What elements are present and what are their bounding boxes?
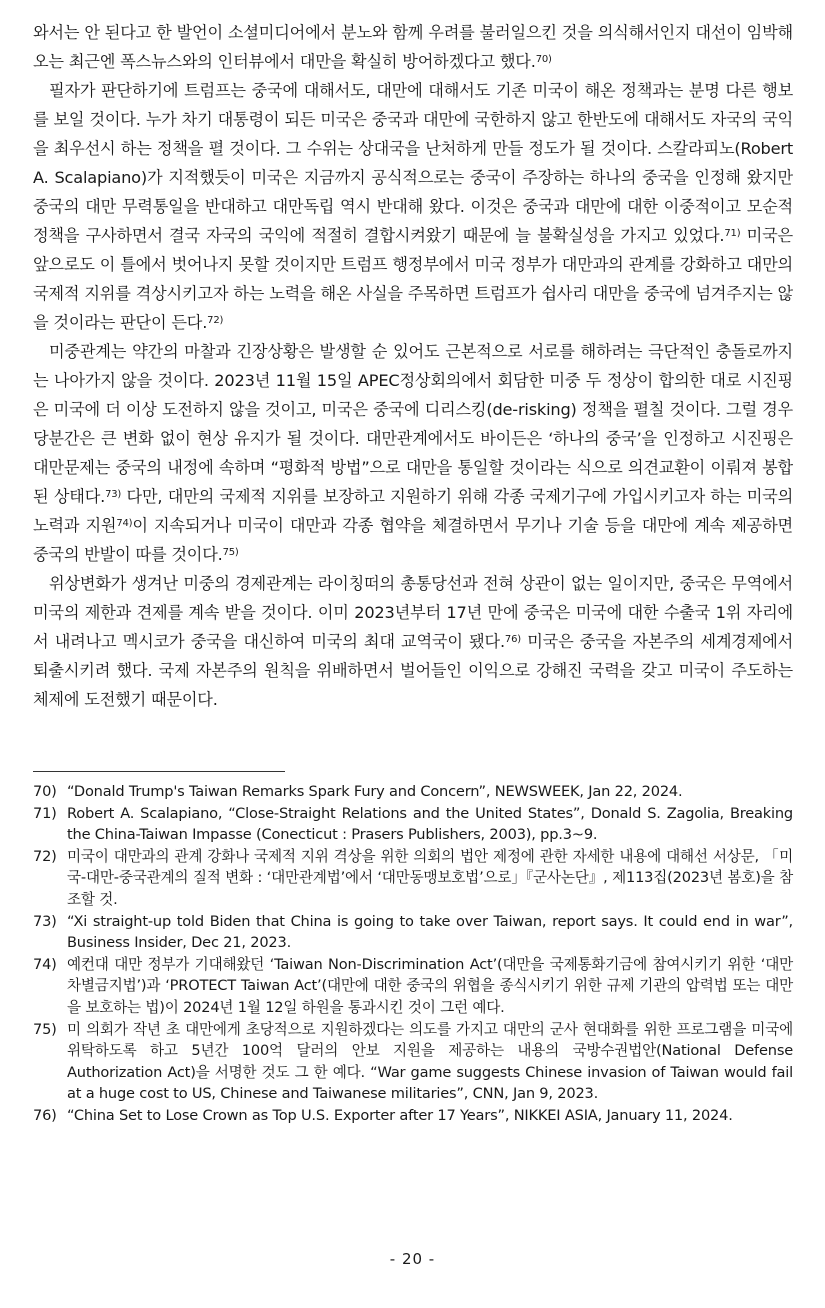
paragraph-1: 와서는 안 된다고 한 발언이 소셜미디어에서 분노와 함께 우려를 불러일으킨 것을 의식해서인지 대선이 임박해오는 최근엔 폭스뉴스와의 인터뷰에서 대만을 확실히 방어하겠다고 했다.$^{70)}$: [33, 23, 793, 71]
footnotes: [33, 781, 793, 1127]
paragraph-4: 위상변화가 생겨난 미중의 경제관계는 라이칭떠의 총통당선과 전혀 상관이 없는 일이지만, 중국은 무역에서 미국의 제한과 견제를 계속 받을 것이다. 이미 2023년부터 17년 만에 중국은 미국에 대한 수출국 1위 자리에서 내려나고 멕시코가 중국을 대신하여 미국의 최대 교역국이 됐다.$^{76)}$ 미국은 중국을 자본주의 세계경제에서 퇴출시키려 했다. 국제 자본주의 원칙을 위배하면서 벌어들인 이익으로 강해진 국력을 갖고 미국이 주도하는 체제에 도전했기 때문이다.: [33, 574, 794, 709]
footnote-number: 73): [33, 912, 57, 930]
paragraph-3: 미중관계는 약간의 마찰과 긴장상황은 발생할 순 있어도 근본적으로 서로를 해하려는 극단적인 충돌로까지는 나아가지 않을 것이다. 2023년 11월 15일 APEC정상회의에서 회담한 미중 두 정상이 합의한 대로 시진핑은 미국에 더 이상 도전하지 않을 것이고, 미국은 중국에 디리스킹(de-risking) 정책을 펼칠 것이다. 그럴 경우 당분간은 큰 변화 없이 현상 유지가 될 것이다. 대만관계에서도 바이든은 ‘하나의 중국’을 인정하고 시진핑은 대만문제는 중국의 내정에 속하며 “평화적 방법”으로 대만을 통일할 것이라는 식으로 의견교환이 이뤄져 봉합된 상태다.$^{73)}$ 다만, 대만의 국제적 지위를 보장하고 지원하기 위해 각종 국제기구에 가입시키고자 하는 미국의 노력과 지원$^{74)}$이 지속되거나 미국이 대만과 각종 협약을 체결하면서 무기나 기술 등을 대만에 계속 제공하면 중국의 반발이 따를 것이다.$^{75)}$: [33, 342, 794, 564]
footnote-ref-71[interactable]: 71): [724, 228, 741, 239]
footnote-number: 75): [33, 1020, 57, 1038]
footnote-number: 70): [33, 783, 57, 800]
footnote-ref-72[interactable]: 72): [207, 315, 224, 326]
footnote-text: “China Set to Lose Crown as Top U.S. Exporter after 17 Years”, NIKKEI ASIA, January 11, 2024.: [67, 1106, 733, 1124]
footnote-ref-76[interactable]: 76): [504, 634, 521, 645]
footnote-70: [33, 781, 793, 803]
footnote-number: 72): [33, 847, 57, 865]
footnote-number: 76): [33, 1106, 57, 1124]
footnote-text: Robert A. Scalapiano, “Close-Straight Relations and the United States”, Donald S. Zagolia, Breaking the China-Taiwan Impasse (Conecticut : Prasers Publishers, 2003), pp.3~9.: [67, 804, 793, 844]
paragraph-2: 필자가 판단하기에 트럼프는 중국에 대해서도, 대만에 대해서도 기존 미국이 해온 정책과는 분명 다른 행보를 보일 것이다. 누가 차기 대통령이 되든 미국은 중국과 대만에 국한하지 않고 한반도에 대해서도 자국의 국익을 최우선시 하는 정책을 펼 것이다. 그 수위는 상대국을 난처하게 만들 정도가 될 것이다. 스칼라피노(Robert A. Scalapiano)가 지적했듯이 미국은 지금까지 공식적으로는 중국이 주장하는 하나의 중국을 인정해 왔지만 중국의 대만 무력통일을 반대하고 대만독립 역시 반대해 왔다. 이것은 중국과 대만에 대한 이중적이고 모순적 정책을 구사하면서 결국 자국의 국익에 적절히 결합시켜왔기 때문에 늘 불확실성을 가지고 있었다.$^{71)}$ 미국은 앞으로도 이 틀에서 벗어나지 못할 것이지만 트럼프 행정부에서 미국 정부가 대만과의 관계를 강화하고 대만의 국제적 지위를 격상시키고자 하는 노력을 해온 사실을 주목하면 트럼프가 쉽사리 대만을 중국에 넘겨주지는 않을 것이라는 판단이 든다.$^{72)}$: [33, 81, 793, 332]
footnote-72: [33, 846, 793, 911]
footnote-ref-74[interactable]: 74): [116, 518, 133, 529]
footnote-75: [33, 1019, 793, 1105]
footnote-number: 71): [33, 804, 57, 822]
footnote-76: [33, 1105, 793, 1127]
page-number: - 20 -: [389, 1250, 436, 1268]
footnote-73: [33, 911, 793, 954]
footnote-text: “Donald Trump's Taiwan Remarks Spark Fury and Concern”, NEWSWEEK, Jan 22, 2024.: [67, 783, 683, 800]
footnote-text: “Xi straight-up told Biden that China is going to take over Taiwan, report says. It could end in war”, Business Insider, Dec 21, 2023.: [67, 912, 793, 952]
footnote-71: [33, 803, 793, 846]
body-text: [33, 18, 793, 714]
footnote-ref-73[interactable]: 73): [105, 489, 122, 500]
footnote-ref-70[interactable]: 70): [535, 54, 552, 65]
footnote-text: 미 의회가 작년 초 대만에게 초당적으로 지원하겠다는 의도를 가지고 대만의 군사 현대화를 위한 프로그램을 미국에 위탁하도록 하고 5년간 100억 달러의 안보 지원을 제공하는 내용의 국방수권법안(National Defense Authorization Act)을 서명한 것도 그 한 예다. “War game suggests Chinese invasion of Taiwan would fail at a huge cost to US, Chinese and Taiwanese militaries”, CNN, Jan 9, 2023.: [67, 1020, 793, 1103]
footnote-divider: [33, 771, 285, 772]
footnote-text: 미국이 대만과의 관계 강화나 국제적 지위 격상을 위한 의회의 법안 제정에 관한 자세한 내용에 대해선 서상문, 「미국-대만-중국관계의 질적 변화 : ‘대만관계법’에서 ‘대만동맹보호법’으로」『군사논단』, 제113집(2023년 봄호)을 참조할 것.: [67, 847, 793, 908]
footnote-74: [33, 954, 793, 1019]
footnote-text: 예컨대 대만 정부가 기대해왔던 ‘Taiwan Non-Discrimination Act’(대만을 국제통화기금에 참여시키기 위한 ‘대만 차별금지법’)과 ‘PROTECT Taiwan Act’(대만에 대한 중국의 위협을 종식시키기 위한 규제 기관의 압력법 또는 대만을 보호하는 법)이 2024년 1월 12일 하원을 통과시킨 것이 그런 예다.: [67, 955, 793, 1016]
footnote-ref-75[interactable]: 75): [222, 547, 239, 558]
footnote-number: 74): [33, 955, 57, 973]
